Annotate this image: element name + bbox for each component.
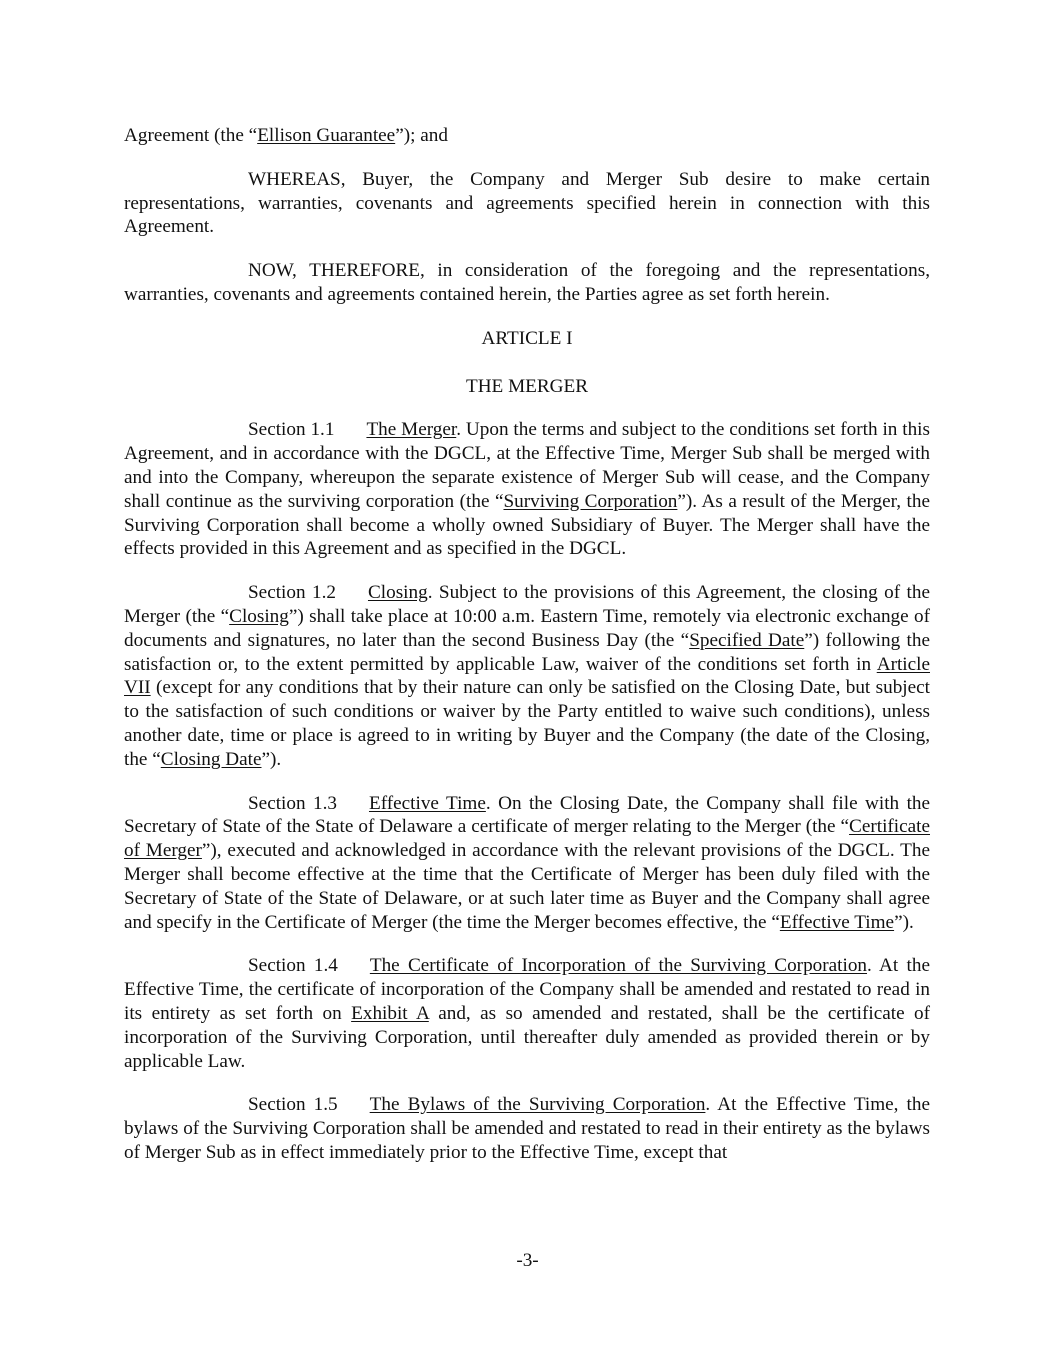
section-number: Section 1.2: [248, 582, 336, 604]
defined-term: Surviving Corporation: [503, 490, 678, 512]
intro-text: Agreement (the “: [124, 125, 258, 146]
section-text: . At the Effective Time, the certificate of incorporation of the Company shall be amended and restated to read in its entirety as set forth on: [124, 955, 930, 1024]
whereas-paragraph: [124, 168, 930, 239]
article-number: ARTICLE I: [481, 327, 573, 349]
section-text: ”) following the satisfaction or, to the extent permitted by applicable Law, waiver of the conditions set forth in: [124, 629, 930, 675]
section-1-2: [124, 581, 930, 771]
now-therefore-text: NOW, THEREFORE, in consideration of the foregoing and the representations, warranties, covenants and agreements contained herein, the Parties agree as set forth herein.: [124, 260, 930, 305]
section-text: ”). As a result of the Merger, the Surviving Corporation shall become a wholly owned Subsidiary of Buyer. The Merger shall have the effects provided in this Agreement and as specified in the DGCL.: [124, 490, 931, 560]
section-1-5: [124, 1093, 930, 1164]
article-title: THE MERGER: [465, 375, 589, 397]
section-text: . Subject to the provisions of this Agreement, the closing of the Merger (the “: [124, 582, 930, 627]
defined-term: Specified Date: [689, 629, 805, 651]
section-text: . Upon the terms and subject to the conditions set forth in this Agreement, and in accordance with the DGCL, at the Effective Time, Merger Sub shall be merged with and into the Company, whereupon the separate existence of Merger Sub will cease, and the Company shall continue as the surviving corporation (the “: [124, 419, 930, 512]
section-number: Section 1.3: [248, 792, 337, 814]
intro-paragraph: [124, 124, 930, 148]
defined-term: Closing: [229, 605, 289, 627]
section-text: ”).: [894, 911, 914, 933]
now-therefore-paragraph: [124, 259, 930, 307]
section-heading: The Certificate of Incorporation of the Surviving Corporation: [369, 955, 868, 977]
section-heading: The Bylaws of the Surviving Corporation: [369, 1094, 706, 1116]
section-text: ”).: [261, 748, 282, 770]
defined-term: Effective Time: [779, 911, 895, 933]
intro-text: ”); and: [395, 125, 448, 146]
cross-reference: Article VII: [124, 653, 930, 699]
section-number: Section 1.1: [248, 419, 335, 441]
section-text: . At the Effective Time, the bylaws of the Surviving Corporation shall be amended and restated to read in their entirety as the bylaws of Merger Sub as in effect immediately prior to the Effective Time, except that: [124, 1094, 930, 1163]
section-text: and, as so amended and restated, shall be the certificate of incorporation of the Surviving Corporation, until thereafter duly amended as provided therein or by applicable Law.: [124, 1002, 930, 1072]
whereas-text: WHEREAS, Buyer, the Company and Merger Sub desire to make certain representations, warranties, covenants and agreements specified herein in connection with this Agreement.: [124, 168, 930, 238]
section-1-3: [124, 792, 930, 935]
section-heading: Closing: [367, 582, 428, 604]
defined-term: Closing Date: [160, 748, 262, 770]
section-text: ”) shall take place at 10:00 a.m. Eastern Time, remotely via electronic exchange of documents and signatures, no later than the second Business Day (the “: [124, 605, 930, 651]
section-number: Section 1.4: [248, 955, 338, 977]
section-number: Section 1.5: [248, 1094, 338, 1116]
document-page: [124, 124, 930, 1185]
cross-reference: Exhibit A: [351, 1002, 429, 1024]
section-text: (except for any conditions that by their nature can only be satisfied on the Closing Date, but subject to the satisfaction of such conditions or waiver by the Party entitled to waive such conditions), unless another date, time or place is agreed to in writing by Buyer and the Company (the date of the Closing, the “: [124, 677, 930, 770]
defined-term: Ellison Guarantee: [257, 125, 396, 146]
section-1-4: [124, 954, 930, 1073]
section-heading: The Merger: [366, 419, 457, 441]
defined-term: Certificate of Merger: [124, 816, 930, 862]
section-1-1: [124, 418, 930, 561]
page-number: -3-: [516, 1250, 539, 1271]
section-text: ”), executed and acknowledged in accordance with the relevant provisions of the DGCL. The Merger shall become effective at the time that the Certificate of Merger has been duly filed with the Secretary of State of the State of Delaware, or at such later time as Buyer and the Company shall agree and specify in the Certificate of Merger (the time the Merger becomes effective, the “: [124, 840, 931, 933]
section-text: . On the Closing Date, the Company shall file with the Secretary of State of the State of Delaware a certificate of merger relating to the Merger (the “: [124, 792, 931, 838]
section-heading: Effective Time: [368, 792, 486, 814]
